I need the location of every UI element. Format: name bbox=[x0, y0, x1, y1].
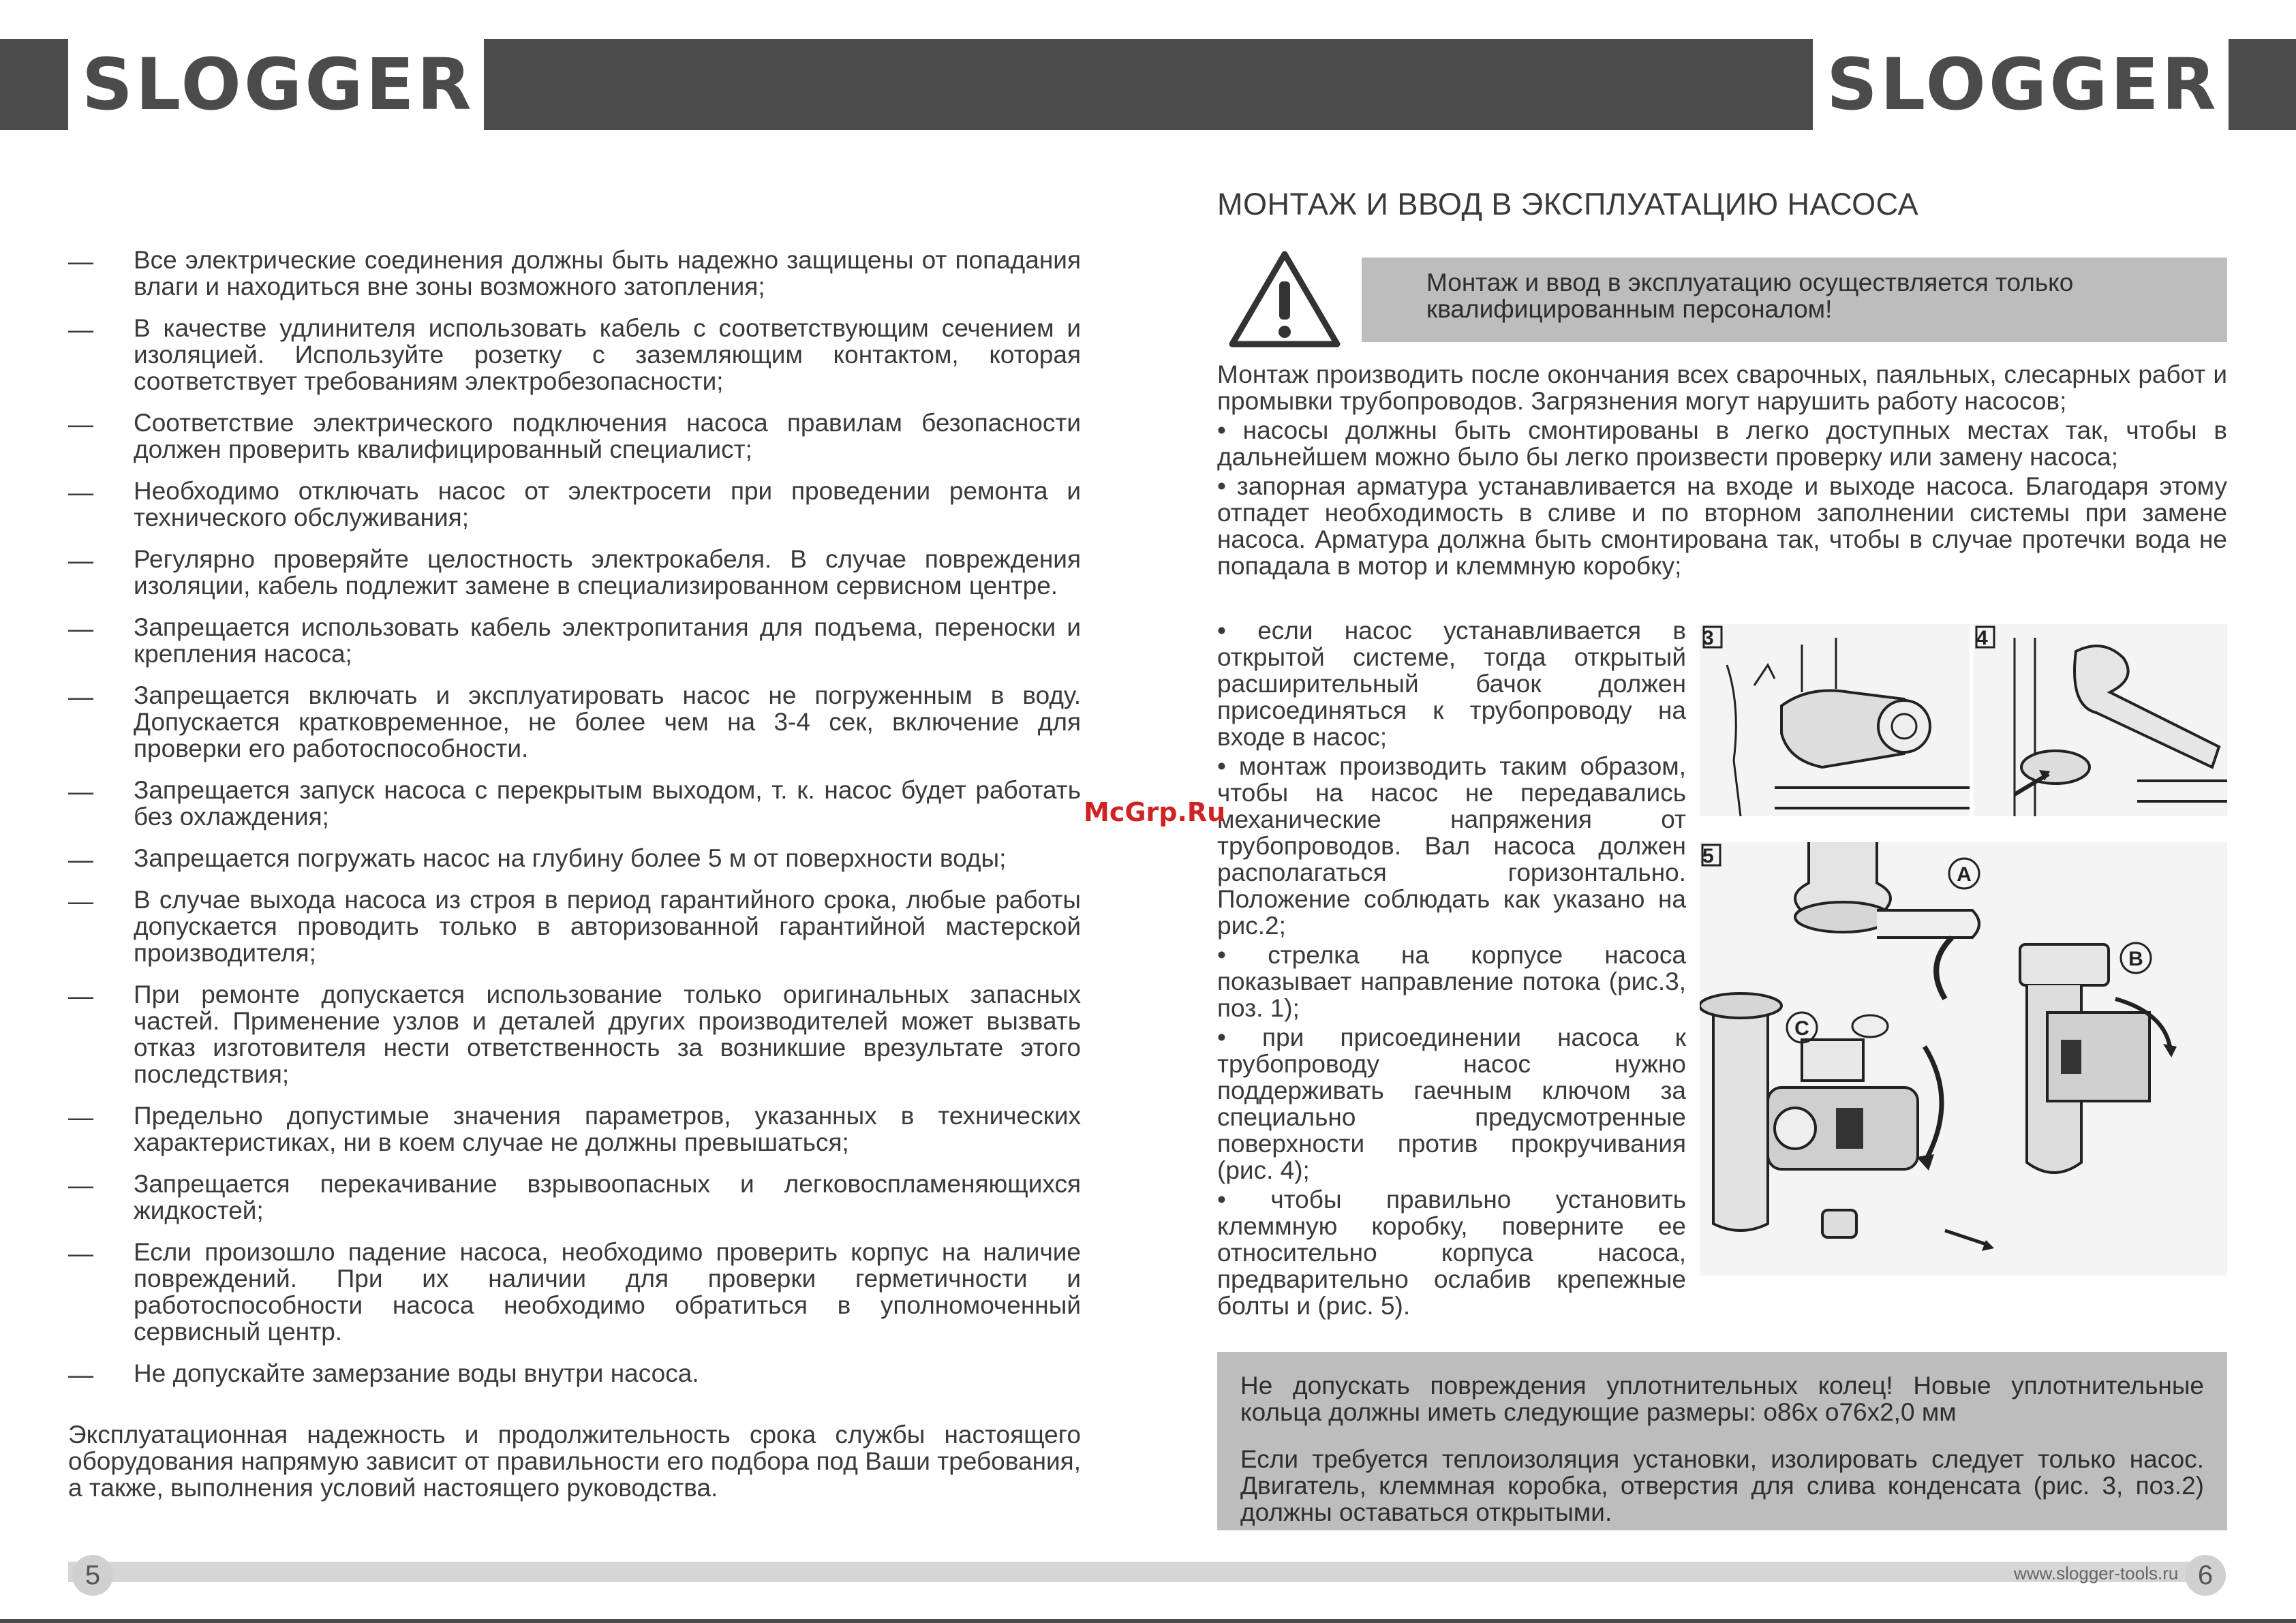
footer-bar bbox=[68, 1562, 2194, 1582]
list-item: — Если произошло падение насоса, необходимо проверить корпус на наличие повреждений. При их наличии для проверки герметичности и работоспособности насоса необходимо обратиться в уполномоченный сервисный центр. bbox=[68, 1238, 1081, 1346]
paragraph: • при присоединении насоса к трубопроводу насос нужно поддерживать гаечным ключом за специально предусмотренные поверхности против прокручивания (рис. 4); bbox=[1217, 1023, 1686, 1184]
list-item: — Необходимо отключать насос от электросети при проведении ремонта и технического обслуживания; bbox=[68, 477, 1081, 531]
figure-4 bbox=[1974, 624, 2227, 816]
paragraph: • запорная арматура устанавливается на входе и выходе насоса. Благодаря этому отпадет необходимость в сливе и по вторном заполнении системы при замене насоса. Арматура должна быть смонтирована так, чтобы в случае протечки вода не попадала в мотор и клеммную коробку; bbox=[1217, 472, 2227, 580]
header-bar bbox=[484, 39, 1813, 130]
list-item: — Запрещается включать и эксплуатировать насос не погруженным в воду. Допускается кратковременное, не более чем на 3-4 сек, включение для проверки его работоспособности. bbox=[68, 681, 1081, 762]
list-item: — Регулярно проверяйте целостность электрокабеля. В случае повреждения изоляции, кабель подлежит замене в специализированном сервисном центре. bbox=[68, 545, 1081, 600]
wrench-illustration bbox=[1974, 624, 2227, 816]
list-item: — В качестве удлинителя использовать кабель с соответствующим сечением и изоляцией. Используйте розетку с заземляющим контактом, которая соответствует требованиям электробезопасности; bbox=[68, 314, 1081, 395]
figure-number: 3 bbox=[1702, 627, 1714, 649]
watermark: McGrp.Ru bbox=[1084, 797, 1226, 827]
figure-label-a: A bbox=[1957, 863, 1972, 886]
page-number-right: 6 bbox=[2185, 1555, 2226, 1596]
warning-box: Монтаж и ввод в эксплуатацию осуществляется только квалифицированным персоналом! bbox=[1362, 258, 2227, 342]
paragraph: • если насос устанавливается в открытой системе, тогда открытый расширительный бачок должен присоединяться к трубопроводу на входе в насос; bbox=[1217, 617, 1686, 751]
list-item: — Запрещается перекачивание взрывоопасных и легковоспламеняющихся жидкостей; bbox=[68, 1170, 1081, 1224]
logo-right: SLOGGER bbox=[1826, 43, 2219, 126]
list-item: — Запрещается запуск насоса с перекрытым выходом, т. к. насос будет работать без охлаждения; bbox=[68, 776, 1081, 831]
page-number-left: 5 bbox=[72, 1555, 113, 1596]
closing-paragraph: Эксплуатационная надежность и продолжительность срока службы настоящего оборудования напрямую зависит от правильности его подбора под Ваши требования, а также, выполнения условий настоящего руководства. bbox=[68, 1421, 1081, 1502]
paragraph: • стрелка на корпусе насоса показывает направление потока (рис.3, поз. 1); bbox=[1217, 941, 1686, 1022]
header-left-tab bbox=[0, 39, 68, 130]
paragraph: Монтаж производить после окончания всех сварочных, паяльных, слесарных работ и промывки трубопроводов. Загрязнения могут нарушить работу насосов; bbox=[1217, 360, 2227, 415]
paragraph: • монтаж производить таким образом, чтобы на насос не передавались механические напряжения от трубопроводов. Вал насоса должен располагаться горизонтально. Положение соблюдать как указано на рис.2; bbox=[1217, 752, 1686, 940]
notes-box bbox=[1217, 1352, 2227, 1530]
figure-number: 4 bbox=[1976, 627, 1988, 649]
figure-5 bbox=[1700, 842, 2227, 1276]
installation-points bbox=[1217, 617, 1686, 1322]
list-item: — Все электрические соединения должны быть надежно защищены от попадания влаги и находиться вне зоны возможного затопления; bbox=[68, 246, 1081, 300]
list-item: — Запрещается погружать насос на глубину более 5 м от поверхности воды; bbox=[68, 844, 1007, 874]
paragraph: Если требуется теплоизоляция установки, изолировать следует только насос. Двигатель, клеммная коробка, отверстия для слива конденсата (рис. 3, поз.2) должны оставаться открытыми. bbox=[1240, 1445, 2204, 1526]
figure-label-c: C bbox=[1794, 1017, 1809, 1040]
list-item: — В случае выхода насоса из строя в период гарантийного срока, любые работы допускается проводить только в авторизованной гарантийной мастерской производителя; bbox=[68, 886, 1081, 967]
website-link[interactable]: www.slogger-tools.ru bbox=[2014, 1563, 2179, 1583]
logo-left: SLOGGER bbox=[82, 43, 474, 126]
safety-list bbox=[68, 247, 1081, 1402]
list-item: — При ремонте допускается использование только оригинальных запасных частей. Применение узлов и деталей других производителей может вызвать отказ изготовителя нести ответственность за возникшие врезультате этого последствия; bbox=[68, 980, 1081, 1088]
bottom-rule bbox=[0, 1619, 2296, 1623]
figure-label-b: B bbox=[2128, 948, 2143, 970]
terminal-box-illustration bbox=[1700, 842, 2227, 1276]
figure-number: 5 bbox=[1702, 845, 1714, 867]
header-right-tab bbox=[2229, 39, 2296, 130]
figure-3 bbox=[1700, 624, 1970, 816]
paragraph: • насосы должны быть смонтированы в легко доступных местах так, чтобы в дальнейшем можно было бы легко произвести проверку или замену насоса; bbox=[1217, 416, 2227, 471]
paragraph: • чтобы правильно установить клеммную коробку, поверните ее относительно корпуса насоса, предварительно ослабив крепежные болты и (рис. 5). bbox=[1217, 1186, 1686, 1320]
list-item: — Не допускайте замерзание воды внутри насоса. bbox=[68, 1359, 699, 1389]
pump-arrow-illustration bbox=[1700, 624, 1970, 816]
warning-icon bbox=[1227, 249, 1343, 350]
list-item: — Предельно допустимые значения параметров, указанных в технических характеристиках, ни в коем случае не должны превышаться; bbox=[68, 1102, 1081, 1156]
intro-text bbox=[1217, 361, 2227, 582]
list-item: — Запрещается использовать кабель электропитания для подъема, переноски и крепления насоса; bbox=[68, 613, 1081, 668]
paragraph: Не допускать повреждения уплотнительных колец! Новые уплотнительные кольца должны иметь следующие размеры: о86х о76х2,0 мм bbox=[1240, 1372, 2204, 1426]
list-item: — Соответствие электрического подключения насоса правилам безопасности должен проверить квалифицированный специалист; bbox=[68, 409, 1081, 463]
section-heading: МОНТАЖ И ВВОД В ЭКСПЛУАТАЦИЮ НАСОСА bbox=[1217, 187, 1919, 221]
